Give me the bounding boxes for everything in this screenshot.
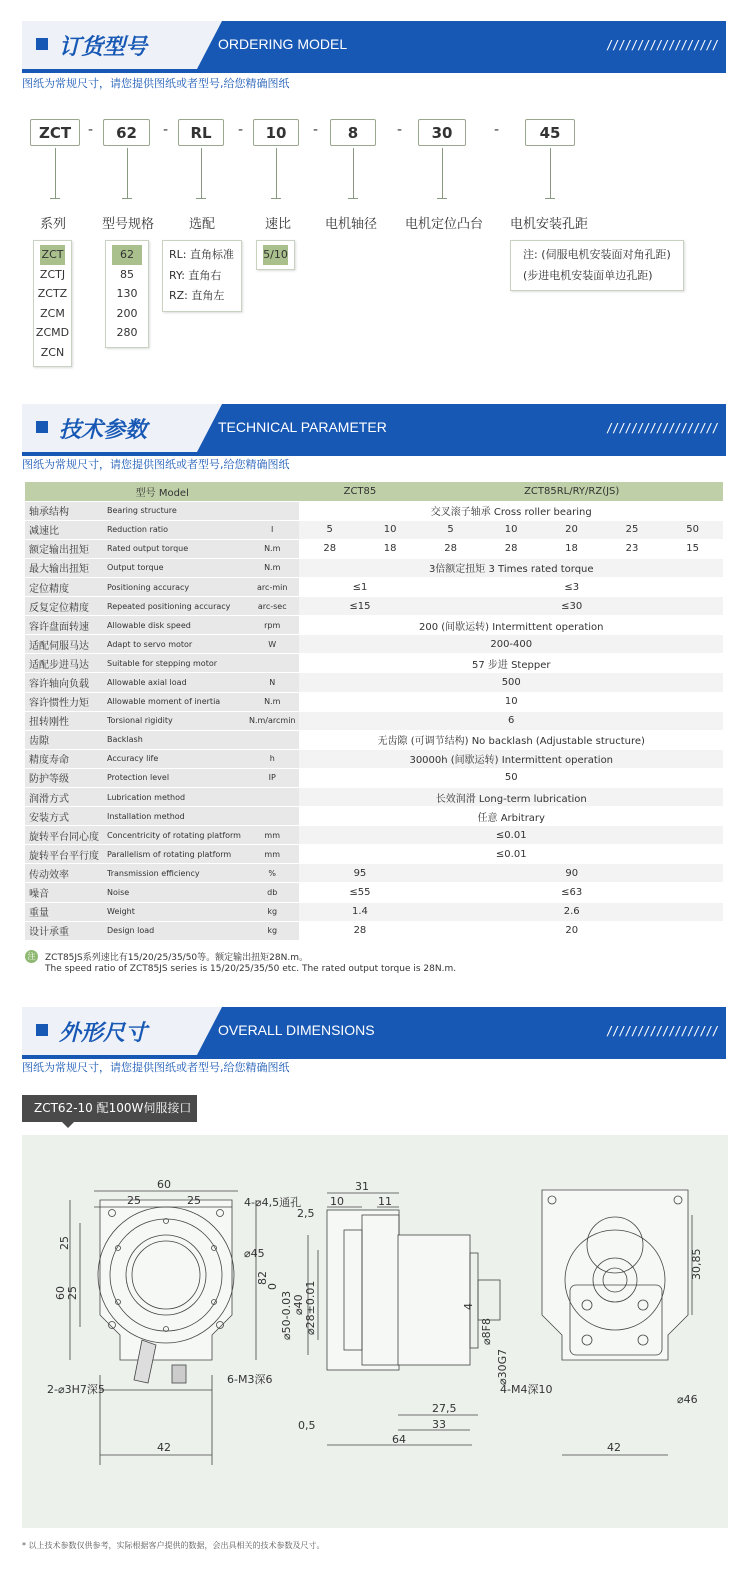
option-item: ZCM [40,306,65,320]
table-row [25,883,723,902]
category-label-3: 速比 [265,217,292,232]
drawing-tag: ZCT62-10 配100W伺服接口 [22,1095,197,1122]
table-cell: mm [245,826,300,845]
stem-head [271,198,281,199]
mount-note: 注: (伺服电机安装面对角孔距) [523,248,671,261]
header-model: 型号 Model [25,482,299,501]
table-cell: Adapt to servo motor [103,635,245,654]
table-row [25,807,723,826]
option-item: 5/10 [263,245,288,265]
dim-hole: 4-⌀4,5通孔 [244,1196,302,1209]
table-cell: 20 [420,921,723,940]
header-zct85: ZCT85 [299,482,420,501]
option-item: RZ: 直角左 [169,289,225,302]
mount-notes [510,240,684,291]
table-cell: Design load [103,921,245,940]
header-zct85rl: ZCT85RL/RY/RZ(JS) [420,482,723,501]
table-row [25,597,723,616]
table-cell: arc-sec [245,597,300,616]
table-cell: Parallelism of rotating platform [103,845,245,864]
table-cell: arc-min [245,577,300,596]
table-cell: 50 [662,520,723,539]
table-cell: ≤0.01 [299,845,723,864]
back-view [542,1190,703,1455]
option-item: 280 [116,326,138,339]
table-row [25,558,723,577]
option-item: 130 [116,287,138,300]
table-cell: 安装方式 [25,807,103,826]
table-row [25,616,723,635]
table-cell: 防护等级 [25,768,103,787]
ordering-title-zh: 订货型号 [59,35,148,60]
table-cell: kg [245,902,300,921]
table-cell [245,501,300,520]
table-cell: 200-400 [299,635,723,654]
table-row [25,921,723,940]
stem-head [437,198,447,199]
technical-note: 图纸为常规尺寸，请您提供图纸或者型号,给您精确图纸 [22,458,290,471]
table-cell: 旋转平台同心度 [25,826,103,845]
table-cell: h [245,749,300,768]
table-row [25,826,723,845]
table-cell: 10 [481,520,541,539]
category-label-6: 电机安装孔距 [510,217,589,232]
table-cell: 1.4 [299,902,420,921]
table-row [25,902,723,921]
table-cell: N.m/arcmin [245,711,300,730]
dim-h25b: 25 [66,1286,79,1300]
table-cell: 润滑方式 [25,788,103,807]
dim-w11: 11 [378,1195,392,1208]
dimensions-banner [22,1007,726,1055]
category-label-1: 型号规格 [102,217,155,232]
dash-0: - [88,122,94,138]
table-cell: Protection level [103,768,245,787]
table-cell: N.m [245,539,300,558]
table-cell: Reduction ratio [103,520,245,539]
stem-line [127,148,128,198]
table-cell: 95 [299,864,420,883]
stem-head [122,198,132,199]
table-cell: Bearing structure [103,501,245,520]
table-cell: Accuracy life [103,749,245,768]
option-item: ZCN [40,345,65,359]
technical-banner [22,404,726,452]
table-cell: 容许盘面转速 [25,616,103,635]
dash-5: - [494,122,500,138]
table-cell: 23 [602,539,662,558]
table-cell: 容许轴向负载 [25,673,103,692]
table-cell: 容许惯性力矩 [25,692,103,711]
dim-d30: ⌀30G7 [496,1348,509,1385]
table-cell: 28 [299,539,359,558]
dim-d45: ⌀45 [244,1247,265,1260]
table-cell: ≤1 [299,577,420,596]
table-cell: 5 [299,520,359,539]
table-cell: kg [245,921,300,940]
size-options [105,240,149,348]
table-row [25,845,723,864]
stem-line [442,148,443,198]
mount-note: (步进电机安装面单边孔距) [523,268,653,282]
table-cell: ≤15 [299,597,420,616]
table-cell: 15 [662,539,723,558]
table-cell: 任意 Arbitrary [299,807,723,826]
table-cell: 500 [299,673,723,692]
table-cell: 5 [420,520,480,539]
table-cell: 28 [481,539,541,558]
table-cell: 适配步进马达 [25,654,103,673]
table-cell: 90 [420,864,723,883]
table-cell: 无齿隙 (可调节结构) No backlash (Adjustable structure) [299,730,723,749]
dim-w64: 64 [392,1433,406,1446]
dim-back-w42: 42 [607,1441,621,1454]
dim-m4: 4-M4深10 [500,1383,553,1396]
side-view [266,1180,552,1446]
table-cell: 设计承重 [25,921,103,940]
ordering-title-en: ORDERING MODEL [218,36,348,52]
table-cell: 25 [602,520,662,539]
ordering-banner [22,21,726,69]
table-cell: Noise [103,883,245,902]
table-row [25,577,723,596]
table-cell: 10 [299,692,723,711]
dimensions-title-zh: 外形尺寸 [59,1021,148,1046]
table-cell: ≤63 [420,883,723,902]
table-row [25,864,723,883]
table-row [25,788,723,807]
technical-drawing [22,1135,728,1528]
table-cell: rpm [245,616,300,635]
table-cell [245,788,300,807]
spec-table [25,482,723,941]
table-cell: N.m [245,692,300,711]
dim-t25: 2,5 [297,1207,315,1220]
dim-w25a: 25 [127,1194,141,1207]
table-cell: Output torque [103,558,245,577]
option-item: 85 [120,267,134,281]
table-row [25,749,723,768]
stem-line [276,148,277,198]
table-cell: 交叉滚子轴承 Cross roller bearing [299,501,723,520]
table-cell: 噪音 [25,883,103,902]
table-cell: 最大输出扭矩 [25,558,103,577]
dim-w10: 10 [330,1195,344,1208]
stripes-icon: ////////////////// [605,1024,718,1038]
table-cell: 反复定位精度 [25,597,103,616]
stripes-icon: ////////////////// [605,38,718,52]
dim-h3085: 30,85 [690,1248,703,1280]
dim-w25b: 25 [187,1194,201,1207]
table-cell: 旋转平台平行度 [25,845,103,864]
code-box-0: ZCT [30,119,80,146]
table-cell: 20 [541,520,601,539]
table-cell: Repeated positioning accuracy [103,597,245,616]
banner-square-icon [36,38,48,50]
category-label-5: 电机定位凸台 [405,217,484,232]
table-cell: ≤55 [299,883,420,902]
dim-d28: ⌀28±0.01 [304,1280,317,1335]
table-cell: 适配伺服马达 [25,635,103,654]
table-row [25,520,723,539]
table-cell: N.m [245,558,300,577]
option-item: ZCMD [35,326,70,339]
table-cell: 50 [299,768,723,787]
table-cell: 200 (间歇运转) Intermittent operation [299,616,723,635]
table-cell: Positioning accuracy [103,577,245,596]
table-cell: 28 [420,539,480,558]
stem-head [196,198,206,199]
table-cell: Installation method [103,807,245,826]
series-options [33,240,72,367]
dim-h82: 82 [256,1271,269,1285]
stem-head [545,198,555,199]
dim-d40: ⌀40 [292,1294,305,1315]
note-icon: 注 [25,950,38,963]
technical-title-en: TECHNICAL PARAMETER [218,419,387,435]
dimensions-note: 图纸为常规尺寸，请您提供图纸或者型号,给您精确图纸 [22,1061,290,1074]
table-cell: Rated output torque [103,539,245,558]
dim-w60: 60 [157,1178,171,1191]
table-cell: 传动效率 [25,864,103,883]
code-box-4: 8 [330,119,376,146]
dim-w33: 33 [432,1418,446,1431]
stem-head [50,198,60,199]
table-cell: 额定输出扭矩 [25,539,103,558]
table-cell: Allowable axial load [103,673,245,692]
stem-line [353,148,354,198]
table-row [25,692,723,711]
bottom-note: * 以上技术参数仅供参考，实际根据客户提供的数据，会出具相关的技术参数及尺寸。 [22,1541,325,1550]
dim-h60: 60 [54,1286,67,1300]
table-row [25,654,723,673]
table-cell: Weight [103,902,245,921]
option-item: 62 [112,245,142,265]
table-cell: 28 [299,921,420,940]
table-cell: 18 [541,539,601,558]
dim-d50: ⌀50-0.03 [280,1290,293,1340]
technical-title-zh: 技术参数 [59,418,148,443]
table-cell: N [245,673,300,692]
table-row [25,768,723,787]
table-cell: W [245,635,300,654]
table-cell: ≤30 [420,597,723,616]
code-box-2: RL [178,119,224,146]
table-row [25,711,723,730]
table-cell: 轴承结构 [25,501,103,520]
option-options [162,240,242,312]
table-cell: 齿隙 [25,730,103,749]
dash-1: - [163,122,169,138]
table-row [25,501,723,520]
option-item: RL: 直角标准 [169,248,234,261]
banner-square-icon [36,421,48,433]
dim-h25a: 25 [58,1236,71,1250]
table-cell: Allowable disk speed [103,616,245,635]
option-item: 200 [116,306,138,320]
table-row [25,539,723,558]
option-item: RY: 直角右 [169,268,222,282]
code-box-6: 45 [525,119,575,146]
category-label-0: 系列 [40,217,67,232]
table-cell [245,730,300,749]
table-cell: IP [245,768,300,787]
ordering-note: 图纸为常规尺寸，请您提供图纸或者型号,给您精确图纸 [22,77,290,90]
table-cell: 10 [360,520,420,539]
stem-line [201,148,202,198]
dash-4: - [397,122,403,138]
table-cell: Transmission efficiency [103,864,245,883]
option-item: ZCTJ [39,267,66,281]
stem-head [348,198,358,199]
dim-w05: 0,5 [298,1419,316,1432]
option-item: ZCT [40,245,65,265]
table-cell: 精度寿命 [25,749,103,768]
table-cell: 57 步进 Stepper [299,654,723,673]
table-cell: 减速比 [25,520,103,539]
table-cell: Allowable moment of inertia [103,692,245,711]
table-cell: mm [245,845,300,864]
code-box-3: 10 [253,119,299,146]
table-cell: % [245,864,300,883]
category-label-2: 选配 [189,217,216,232]
code-box-5: 30 [418,119,466,146]
stripes-icon: ////////////////// [605,421,718,435]
table-cell: 定位精度 [25,577,103,596]
banner-square-icon [36,1024,48,1036]
table-cell: 重量 [25,902,103,921]
table-cell [245,654,300,673]
dim-z0: 0 [266,1283,279,1290]
dim-d8: ⌀8F8 [480,1318,493,1345]
dim-d46: ⌀46 [677,1393,698,1406]
footnote-zh: ZCT85JS系列速比有15/20/25/35/50等。额定输出扭矩28N.m。 [45,953,308,963]
stem-line [550,148,551,198]
table-cell: Torsional rigidity [103,711,245,730]
table-cell: 2.6 [420,902,723,921]
dim-w31: 31 [355,1180,369,1193]
table-row [25,635,723,654]
table-row [25,673,723,692]
table-cell: 6 [299,711,723,730]
table-cell: ≤3 [420,577,723,596]
dim-w275: 27,5 [432,1402,457,1415]
table-cell [245,807,300,826]
dash-2: - [238,122,244,138]
stem-line [55,148,56,198]
table-cell: ≤0.01 [299,826,723,845]
dimensions-title-en: OVERALL DIMENSIONS [218,1022,375,1038]
table-row [25,730,723,749]
table-cell: 30000h (间歇运转) Intermittent operation [299,749,723,768]
dim-w4: 4 [462,1303,475,1310]
front-view [47,1178,301,1465]
table-cell: db [245,883,300,902]
table-cell: 扭转刚性 [25,711,103,730]
table-cell: Suitable for stepping motor [103,654,245,673]
table-cell: 长效润滑 Long-term lubrication [299,788,723,807]
category-label-4: 电机轴径 [325,217,378,232]
option-item: ZCTZ [37,287,68,300]
ratio-options [256,240,295,270]
table-cell: Backlash [103,730,245,749]
table-cell: Lubrication method [103,788,245,807]
dim-w42: 42 [157,1441,171,1454]
table-cell: Concentricity of rotating platform [103,826,245,845]
table-cell: I [245,520,300,539]
footnote-en: The speed ratio of ZCT85JS series is 15/20/25/35/50 etc. The rated output torque is 28N.m. [45,964,457,974]
dim-pin: 2-⌀3H7深5 [47,1383,105,1396]
table-cell: 3倍额定扭矩 3 Times rated torque [299,558,723,577]
table-cell: 18 [360,539,420,558]
dash-3: - [313,122,319,138]
code-box-1: 62 [103,119,150,146]
dim-tap: 6-M3深6 [227,1373,273,1386]
